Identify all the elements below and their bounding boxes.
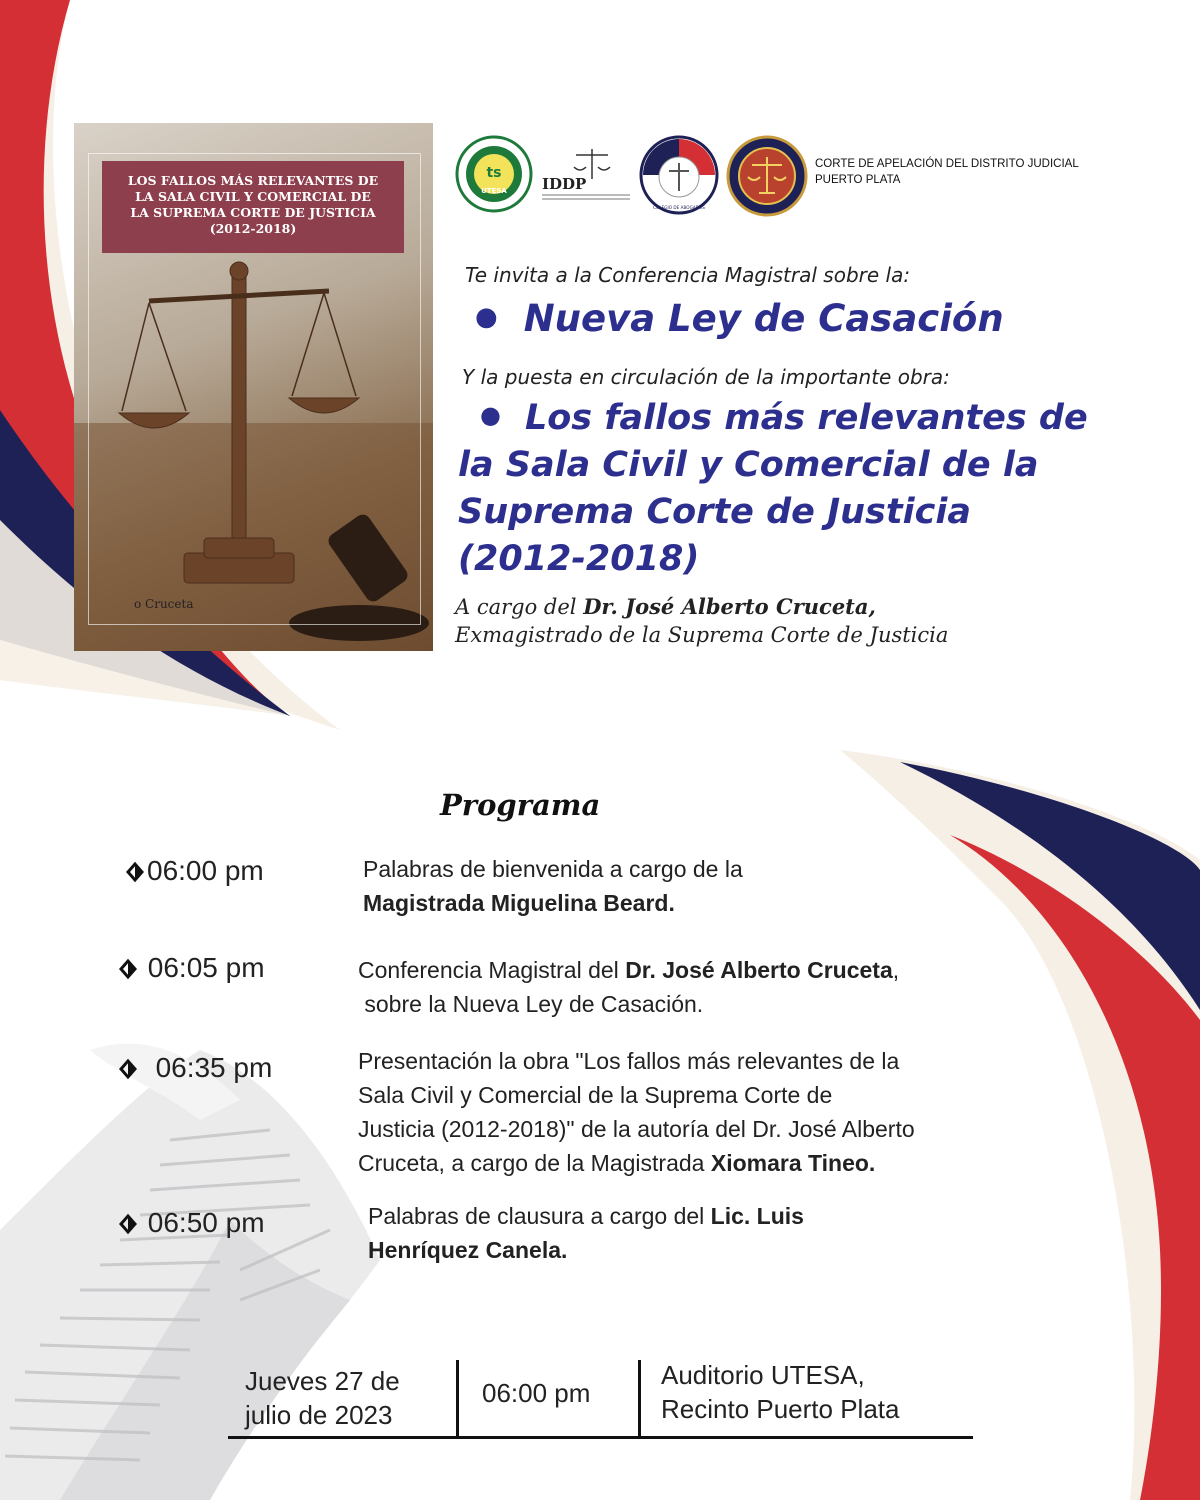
time-text: 06:35 pm: [155, 1052, 273, 1083]
venue-line: Recinto Puerto Plata: [661, 1394, 900, 1424]
event-venue: [661, 1358, 899, 1426]
description-line: Palabras de bienvenida a cargo de la: [363, 856, 743, 882]
schedule-time: [125, 855, 264, 887]
utesa-mark: ts: [486, 165, 502, 181]
description-bold: Dr. José Alberto Cruceta: [625, 957, 893, 983]
book-cover-title: [102, 161, 404, 253]
work-title: [458, 392, 1158, 583]
divider: [456, 1360, 459, 1436]
cover-title-line: LA SALA CIVIL Y COMERCIAL DE: [135, 189, 371, 204]
programa-title: Programa: [440, 788, 601, 822]
description-line: Palabras de clausura a cargo del: [368, 1203, 711, 1229]
book-cover: [74, 123, 433, 651]
footer-rule: [228, 1436, 973, 1439]
description-bold: Lic. Luis: [710, 1203, 804, 1229]
description-line: Cruceta, a cargo de la Magistrada: [358, 1150, 711, 1176]
poder-judicial-logo: [726, 135, 808, 217]
time-text: 06:05 pm: [147, 952, 265, 983]
speaker-credit: [455, 593, 948, 649]
speaker-name: Dr. José Alberto Cruceta,: [583, 594, 876, 619]
utesa-logo: [455, 135, 533, 213]
description-bold: Henríquez Canela.: [368, 1237, 568, 1263]
description-line: Justicia (2012-2018)" de la autoría del Dr. José Alberto: [358, 1116, 915, 1142]
cover-author: o Cruceta: [134, 597, 194, 611]
speaker-prefix: A cargo del: [455, 595, 584, 619]
invitation-intro: Te invita a la Conferencia Magistral sobre la:: [465, 263, 911, 287]
description-line: sobre la Nueva Ley de Casación.: [358, 991, 704, 1017]
schedule-time: [118, 952, 265, 984]
work-title-line: la Sala Civil y Comercial de la: [458, 445, 1039, 485]
cover-title-line: LOS FALLOS MÁS RELEVANTES DE: [127, 173, 379, 188]
cover-title-line: LA SUPREMA CORTE DE JUSTICIA: [130, 205, 376, 220]
event-time: 06:00 pm: [482, 1378, 591, 1408]
time-text: 06:50 pm: [147, 1207, 265, 1238]
schedule-description: [358, 1044, 1078, 1180]
event-date: [245, 1364, 400, 1432]
diamond-arrow-icon: [118, 1213, 138, 1235]
iddp-logo: [540, 145, 632, 205]
description-line: Conferencia Magistral del: [358, 957, 626, 983]
colegio-label: COLEGIO DE ABOGADOS: [653, 205, 705, 210]
topic-text: Nueva Ley de Casación: [523, 297, 1004, 340]
diamond-arrow-icon: [118, 1058, 138, 1080]
description-punct: ,: [892, 957, 900, 983]
venue-line: Auditorio UTESA,: [661, 1360, 865, 1390]
schedule-description: [363, 852, 1063, 920]
work-title-line: Los fallos más relevantes de: [524, 398, 1088, 438]
schedule-description: [368, 1199, 1068, 1267]
diamond-arrow-icon: [125, 861, 145, 883]
colegio-abogados-logo: [638, 135, 720, 215]
work-title-line: Suprema Corte de Justicia: [458, 492, 971, 532]
schedule-description: [358, 953, 1078, 1021]
schedule-time: [118, 1207, 265, 1239]
work-title-line: (2012-2018): [458, 539, 700, 579]
description-line: Presentación la obra "Los fallos más relevantes de la: [358, 1048, 900, 1074]
conference-topic: [475, 297, 1004, 340]
utesa-label: UTESA: [481, 187, 507, 195]
description-bold: Magistrada Miguelina Beard.: [363, 890, 675, 916]
iddp-label: IDDP: [542, 175, 587, 193]
bullet-icon: ●: [475, 302, 498, 332]
schedule-time: [118, 1052, 272, 1084]
description-bold: Xiomara Tineo.: [710, 1150, 876, 1176]
date-line: Jueves 27 de: [245, 1366, 400, 1396]
speaker-role: Exmagistrado de la Suprema Corte de Justicia: [455, 623, 949, 647]
diamond-arrow-icon: [118, 958, 138, 980]
court-name-line: PUERTO PLATA: [815, 174, 901, 186]
date-line: julio de 2023: [245, 1400, 393, 1430]
bullet-icon: ●: [480, 401, 501, 429]
court-name-line: CORTE DE APELACIÓN DEL DISTRITO JUDICIAL: [815, 158, 1079, 170]
cover-title-line: (2012-2018): [209, 221, 297, 236]
circulation-intro: Y la puesta en circulación de la importante obra:: [462, 365, 950, 389]
description-line: Sala Civil y Comercial de la Suprema Corte de: [358, 1082, 833, 1108]
divider: [638, 1360, 641, 1436]
court-name: [815, 156, 1079, 188]
time-text: 06:00 pm: [147, 855, 264, 886]
